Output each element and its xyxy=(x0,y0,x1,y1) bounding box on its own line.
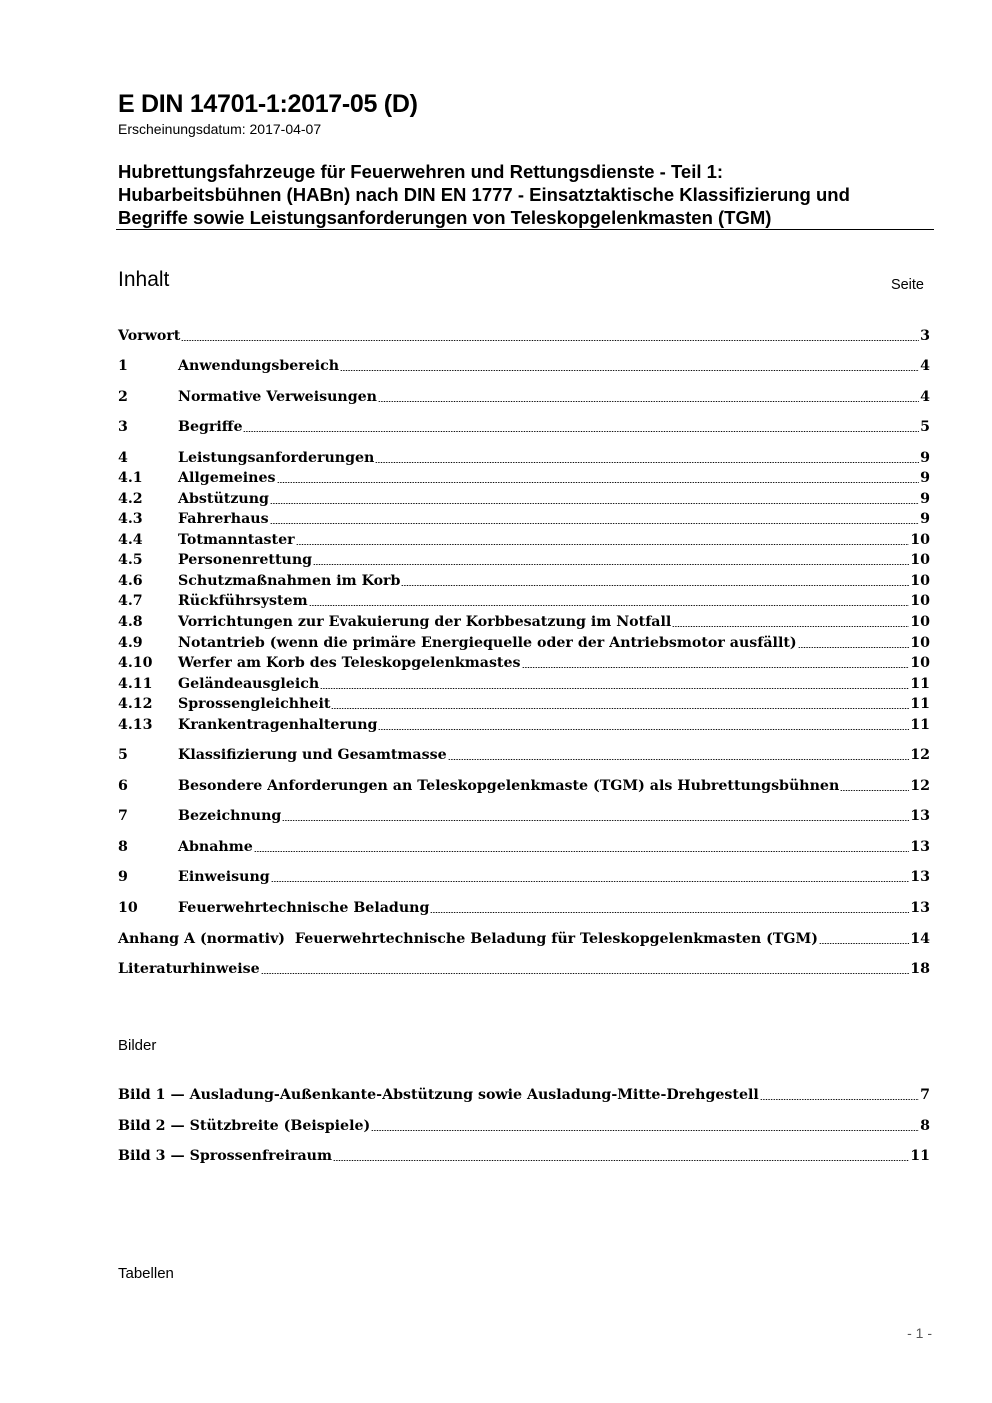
toc-entry-page: 11 xyxy=(910,1148,930,1164)
toc-leader-dots xyxy=(270,503,919,504)
toc-entry-page: 10 xyxy=(910,614,930,630)
toc-entry-title: Einweisung xyxy=(178,869,270,885)
toc-leader-dots xyxy=(378,401,919,402)
toc-leader-dots xyxy=(243,431,919,432)
toc-leader-dots xyxy=(371,1130,919,1131)
toc-leader-dots xyxy=(430,912,909,913)
toc-leader-dots xyxy=(261,973,910,974)
figure-entry[interactable] xyxy=(118,1147,930,1165)
toc-entry[interactable] xyxy=(118,960,930,978)
toc-entry-number: 4.8 xyxy=(118,614,143,630)
toc-entry-title: Normative Verweisungen xyxy=(178,389,377,405)
toc-entry-number: 4.3 xyxy=(118,511,143,527)
toc-entry-number: 4.5 xyxy=(118,552,143,568)
toc-entry-title: Leistungsanforderungen xyxy=(178,450,375,466)
toc-leader-dots xyxy=(320,688,909,689)
toc-leader-dots xyxy=(296,544,910,545)
toc-leader-dots xyxy=(313,564,909,565)
toc-entry-page: 9 xyxy=(920,470,930,486)
toc-entry-number: 4.13 xyxy=(118,717,153,733)
toc-entry-title: Bezeichnung xyxy=(178,808,282,824)
toc-entry-title: Literaturhinweise xyxy=(118,961,260,977)
toc-entry-title: Personenrettung xyxy=(178,552,313,568)
toc-leader-dots xyxy=(270,523,920,524)
toc-entry-title: Klassifizierung und Gesamtmasse xyxy=(178,747,447,763)
toc-leader-dots xyxy=(448,759,910,760)
toc-entry-number: 4.11 xyxy=(118,676,153,692)
toc-heading: Inhalt xyxy=(118,268,170,291)
document-title-line: Hubarbeitsbühnen (HABn) nach DIN EN 1777 - Einsatztaktische Klassifizierung und xyxy=(118,184,850,205)
toc-entry-number: 4.2 xyxy=(118,491,143,507)
toc-entry[interactable] xyxy=(118,613,930,631)
toc-entry[interactable] xyxy=(118,634,930,652)
toc-entry-page: 11 xyxy=(910,676,930,692)
toc-entry-page: 10 xyxy=(910,552,930,568)
toc-leader-dots xyxy=(181,340,919,341)
toc-entry-title: Geländeausgleich xyxy=(178,676,320,692)
toc-entry-title: Bild 2 — Stützbreite (Beispiele) xyxy=(118,1118,371,1134)
toc-leader-dots xyxy=(277,482,920,483)
toc-entry-title: Begriffe xyxy=(178,419,243,435)
toc-entry-title: Vorwort xyxy=(118,328,181,344)
document-id: E DIN 14701-1:2017-05 (D) xyxy=(118,90,418,118)
toc-leader-dots xyxy=(375,462,919,463)
toc-entry-number: 4.7 xyxy=(118,593,143,609)
toc-entry-title: Werfer am Korb des Teleskopgelenkmastes xyxy=(178,655,521,671)
toc-entry-title: Abnahme xyxy=(178,839,253,855)
toc-entry-page: 9 xyxy=(920,450,930,466)
toc-entry-number: 4.4 xyxy=(118,532,143,548)
toc-entry-number: 3 xyxy=(118,419,128,435)
toc-entry[interactable] xyxy=(118,510,930,528)
toc-leader-dots xyxy=(840,790,909,791)
toc-leader-dots xyxy=(271,881,910,882)
toc-entry-number: 7 xyxy=(118,808,128,824)
toc-entry-page: 13 xyxy=(910,808,930,824)
toc-entry-page: 8 xyxy=(920,1118,930,1134)
toc-entry-page: 13 xyxy=(910,839,930,855)
toc-leader-dots xyxy=(254,851,909,852)
toc-entry-page: 12 xyxy=(910,778,930,794)
toc-entry-page: 10 xyxy=(910,573,930,589)
document-title-line: Begriffe sowie Leistungsanforderungen von Teleskopgelenkmasten (TGM) xyxy=(118,207,772,228)
toc-entry-title: Notantrieb (wenn die primäre Energiequelle oder der Antriebsmotor ausfällt) xyxy=(178,635,797,651)
figure-entry[interactable] xyxy=(118,1086,930,1104)
toc-leader-dots xyxy=(760,1099,919,1100)
toc-entry-page: 13 xyxy=(910,900,930,916)
toc-entry-page: 10 xyxy=(910,593,930,609)
toc-entry-page: 13 xyxy=(910,869,930,885)
toc-entry-number: 1 xyxy=(118,358,128,374)
toc-entry-page: 10 xyxy=(910,655,930,671)
toc-entry[interactable] xyxy=(118,327,930,345)
toc-entry-number: 6 xyxy=(118,778,128,794)
toc-entry-title: Sprossengleichheit xyxy=(178,696,331,712)
toc-entry-number: 5 xyxy=(118,747,128,763)
toc-entry-page: 9 xyxy=(920,491,930,507)
toc-entry[interactable] xyxy=(118,357,930,375)
toc-entry[interactable] xyxy=(118,899,930,917)
toc-entry-page: 11 xyxy=(910,717,930,733)
toc-leader-dots xyxy=(378,729,909,730)
toc-entry-page: 18 xyxy=(910,961,930,977)
toc-entry-title: Totmanntaster xyxy=(178,532,295,548)
toc-leader-dots xyxy=(798,647,910,648)
toc-entry[interactable] xyxy=(118,592,930,610)
toc-entry-title: Anhang A (normativ) Feuerwehrtechnische Beladung für Teleskopgelenkmasten (TGM) xyxy=(118,931,818,947)
toc-leader-dots xyxy=(309,605,910,606)
toc-entry-title: Krankentragenhalterung xyxy=(178,717,378,733)
document-title xyxy=(118,160,934,229)
toc-entry-page: 4 xyxy=(920,358,930,374)
toc-entry-page: 14 xyxy=(910,931,930,947)
title-divider xyxy=(116,229,934,230)
toc-entry-page: 9 xyxy=(920,511,930,527)
toc-entry-page: 10 xyxy=(910,635,930,651)
toc-entry-page: 7 xyxy=(920,1087,930,1103)
toc-entry[interactable] xyxy=(118,868,930,886)
page-number: - 1 - xyxy=(907,1325,932,1341)
toc-entry[interactable] xyxy=(118,746,930,764)
toc-entry-number: 4.10 xyxy=(118,655,153,671)
toc-entry[interactable] xyxy=(118,716,930,734)
figures-heading: Bilder xyxy=(118,1037,157,1054)
figure-entry[interactable] xyxy=(118,1117,930,1135)
toc-entry-number: 4.9 xyxy=(118,635,143,651)
toc-entry-title: Allgemeines xyxy=(178,470,276,486)
toc-entry[interactable] xyxy=(118,930,930,948)
toc-entry-number: 4.6 xyxy=(118,573,143,589)
toc-entry-page: 10 xyxy=(910,532,930,548)
toc-entry-number: 10 xyxy=(118,900,138,916)
toc-entry-page: 12 xyxy=(910,747,930,763)
toc-entry[interactable] xyxy=(118,654,930,672)
toc-entry-number: 2 xyxy=(118,389,128,405)
toc-entry[interactable] xyxy=(118,418,930,436)
toc-page-label: Seite xyxy=(890,277,924,293)
toc-entry-title: Vorrichtungen zur Evakuierung der Korbbesatzung im Notfall xyxy=(178,614,672,630)
toc-entry-title: Schutzmaßnahmen im Korb xyxy=(178,573,401,589)
toc-entry-title: Feuerwehrtechnische Beladung xyxy=(178,900,430,916)
toc-entry-number: 8 xyxy=(118,839,128,855)
tables-heading: Tabellen xyxy=(118,1265,174,1282)
toc-entry[interactable] xyxy=(118,572,930,590)
document-title-line: Hubrettungsfahrzeuge für Feuerwehren und Rettungsdienste - Teil 1: xyxy=(118,161,724,182)
toc-leader-dots xyxy=(819,943,909,944)
toc-entry[interactable] xyxy=(118,675,930,693)
toc-entry-number: 9 xyxy=(118,869,128,885)
toc-entry-page: 3 xyxy=(920,328,930,344)
toc-entry-number: 4 xyxy=(118,450,128,466)
toc-entry[interactable] xyxy=(118,551,930,569)
toc-entry[interactable] xyxy=(118,777,930,795)
toc-entry-title: Anwendungsbereich xyxy=(178,358,340,374)
toc-entry[interactable] xyxy=(118,469,930,487)
publication-date: Erscheinungsdatum: 2017-04-07 xyxy=(118,121,322,137)
toc-leader-dots xyxy=(672,626,909,627)
toc-leader-dots xyxy=(522,667,910,668)
toc-entry-page: 4 xyxy=(920,389,930,405)
toc-entry-number: 4.12 xyxy=(118,696,153,712)
toc-entry-title: Bild 3 — Sprossenfreiraum xyxy=(118,1148,332,1164)
toc-leader-dots xyxy=(401,585,909,586)
toc-entry-page: 5 xyxy=(920,419,930,435)
toc-entry[interactable] xyxy=(118,807,930,825)
toc-entry-title: Rückführsystem xyxy=(178,593,308,609)
toc-entry[interactable] xyxy=(118,531,930,549)
toc-entry-title: Abstützung xyxy=(178,491,269,507)
toc-entry-page: 11 xyxy=(910,696,930,712)
toc-entry[interactable] xyxy=(118,388,930,406)
toc-entry-title: Besondere Anforderungen an Teleskopgelenkmaste (TGM) als Hubrettungsbühnen xyxy=(178,778,840,794)
toc-leader-dots xyxy=(331,708,909,709)
toc-entry-title: Bild 1 — Ausladung-Außenkante-Abstützung sowie Ausladung-Mitte-Drehgestell xyxy=(118,1087,759,1103)
toc-entry[interactable] xyxy=(118,695,930,713)
toc-leader-dots xyxy=(333,1160,909,1161)
toc-entry[interactable] xyxy=(118,490,930,508)
toc-leader-dots xyxy=(282,820,909,821)
toc-entry-title: Fahrerhaus xyxy=(178,511,269,527)
toc-entry-number: 4.1 xyxy=(118,470,143,486)
toc-entry[interactable] xyxy=(118,449,930,467)
toc-entry[interactable] xyxy=(118,838,930,856)
toc-leader-dots xyxy=(340,370,919,371)
